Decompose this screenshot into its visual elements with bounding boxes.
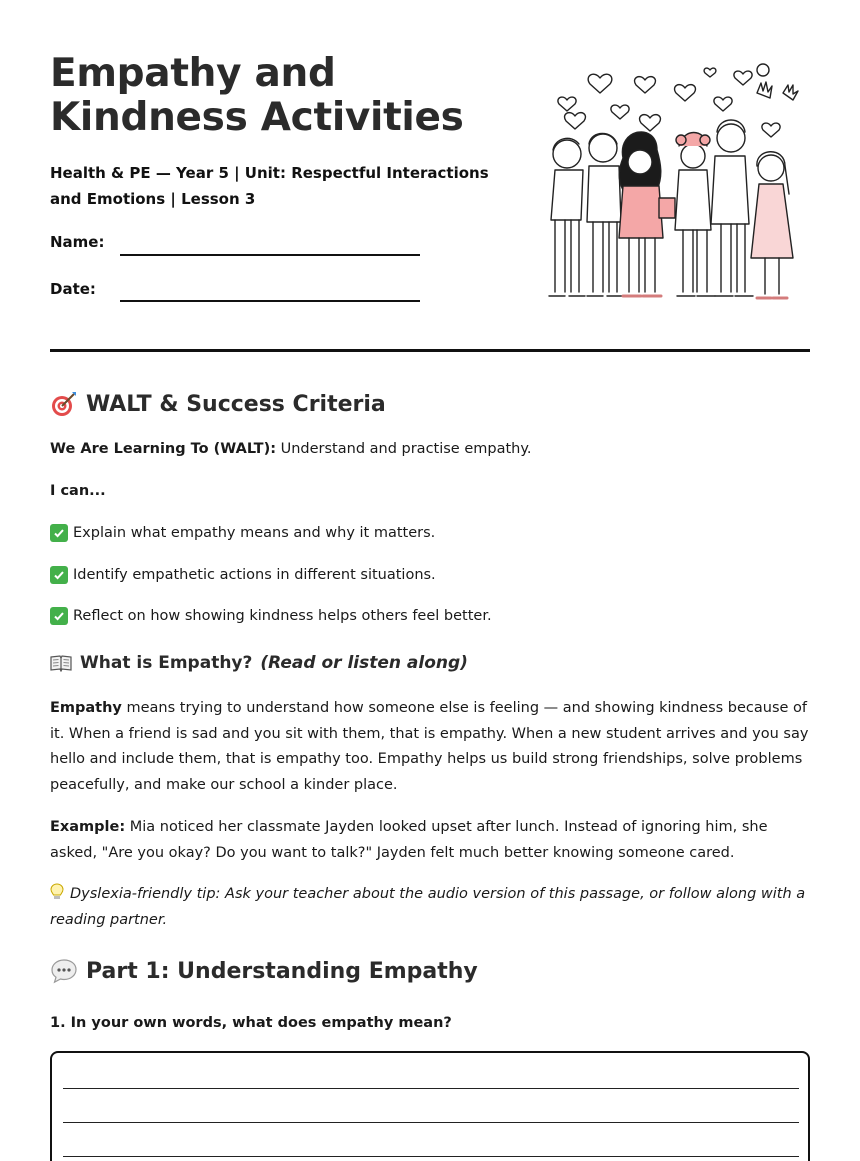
reading-heading-note: (Read or listen along) bbox=[260, 653, 468, 673]
name-field[interactable] bbox=[120, 254, 420, 256]
criteria-text: Reflect on how showing kindness helps others feel better. bbox=[73, 608, 492, 624]
criteria-text: Explain what empathy means and why it matters. bbox=[73, 525, 436, 541]
answer-box-q1[interactable] bbox=[50, 1051, 810, 1161]
walt-label: We Are Learning To (WALT): bbox=[50, 441, 276, 457]
children-hugging-illustration bbox=[545, 58, 805, 314]
walt-text: Understand and practise empathy. bbox=[276, 441, 532, 457]
reading-heading-text: What is Empathy? bbox=[80, 653, 253, 673]
speech-bubble-icon bbox=[50, 957, 78, 985]
example-text: Mia noticed her classmate Jayden looked upset after lunch. Instead of ignoring him, she asked, "Are you okay? Do you want to talk?" Jayden felt much better knowing someone cared. bbox=[50, 819, 768, 861]
walt-heading-text: WALT & Success Criteria bbox=[86, 391, 386, 417]
walt-statement bbox=[50, 441, 531, 457]
date-label: Date: bbox=[50, 280, 96, 298]
target-dart-icon bbox=[50, 390, 78, 418]
i-can-label bbox=[50, 483, 106, 499]
question-1-text: 1. In your own words, what does empathy mean? bbox=[50, 1015, 452, 1031]
dyslexia-tip bbox=[50, 882, 810, 933]
example-label: Example: bbox=[50, 819, 126, 835]
answer-line bbox=[63, 1088, 799, 1089]
check-mark-icon bbox=[50, 524, 68, 542]
criteria-item bbox=[50, 566, 436, 584]
part1-heading bbox=[50, 957, 478, 985]
page-title: Empathy and Kindness Activities bbox=[50, 51, 464, 140]
criteria-item bbox=[50, 607, 492, 625]
light-bulb-icon bbox=[50, 883, 64, 901]
reading-heading bbox=[50, 653, 468, 673]
lesson-subtitle: Health & PE — Year 5 | Unit: Respectful Interactions and Emotions | Lesson 3 bbox=[50, 164, 489, 208]
answer-line bbox=[63, 1122, 799, 1123]
walt-heading bbox=[50, 390, 386, 418]
check-mark-icon bbox=[50, 566, 68, 584]
check-mark-icon bbox=[50, 607, 68, 625]
answer-line bbox=[63, 1156, 799, 1157]
example-paragraph bbox=[50, 815, 810, 866]
name-label: Name: bbox=[50, 233, 105, 251]
empathy-term: Empathy bbox=[50, 700, 122, 716]
empathy-definition-text: means trying to understand how someone else is feeling — and showing kindness because of it. When a friend is sad and you sit with them, that is empathy. When a new student arrives and you say hello and include them, that is empathy too. Empathy helps us build strong friendships, solve problems peacefully, and make our school a kinder place. bbox=[50, 700, 809, 793]
question-1 bbox=[50, 1015, 452, 1031]
worksheet-page bbox=[50, 0, 810, 1161]
part1-heading-text: Part 1: Understanding Empathy bbox=[86, 958, 478, 984]
i-can-text: I can... bbox=[50, 483, 106, 499]
criteria-item bbox=[50, 524, 435, 542]
criteria-text: Identify empathetic actions in different situations. bbox=[73, 567, 436, 583]
empathy-definition-paragraph bbox=[50, 696, 810, 798]
tip-text: Dyslexia-friendly tip: Ask your teacher about the audio version of this passage, or follow along with a reading partner. bbox=[50, 886, 806, 928]
date-field[interactable] bbox=[120, 300, 420, 302]
open-book-icon bbox=[50, 654, 72, 672]
header-divider bbox=[50, 349, 810, 352]
